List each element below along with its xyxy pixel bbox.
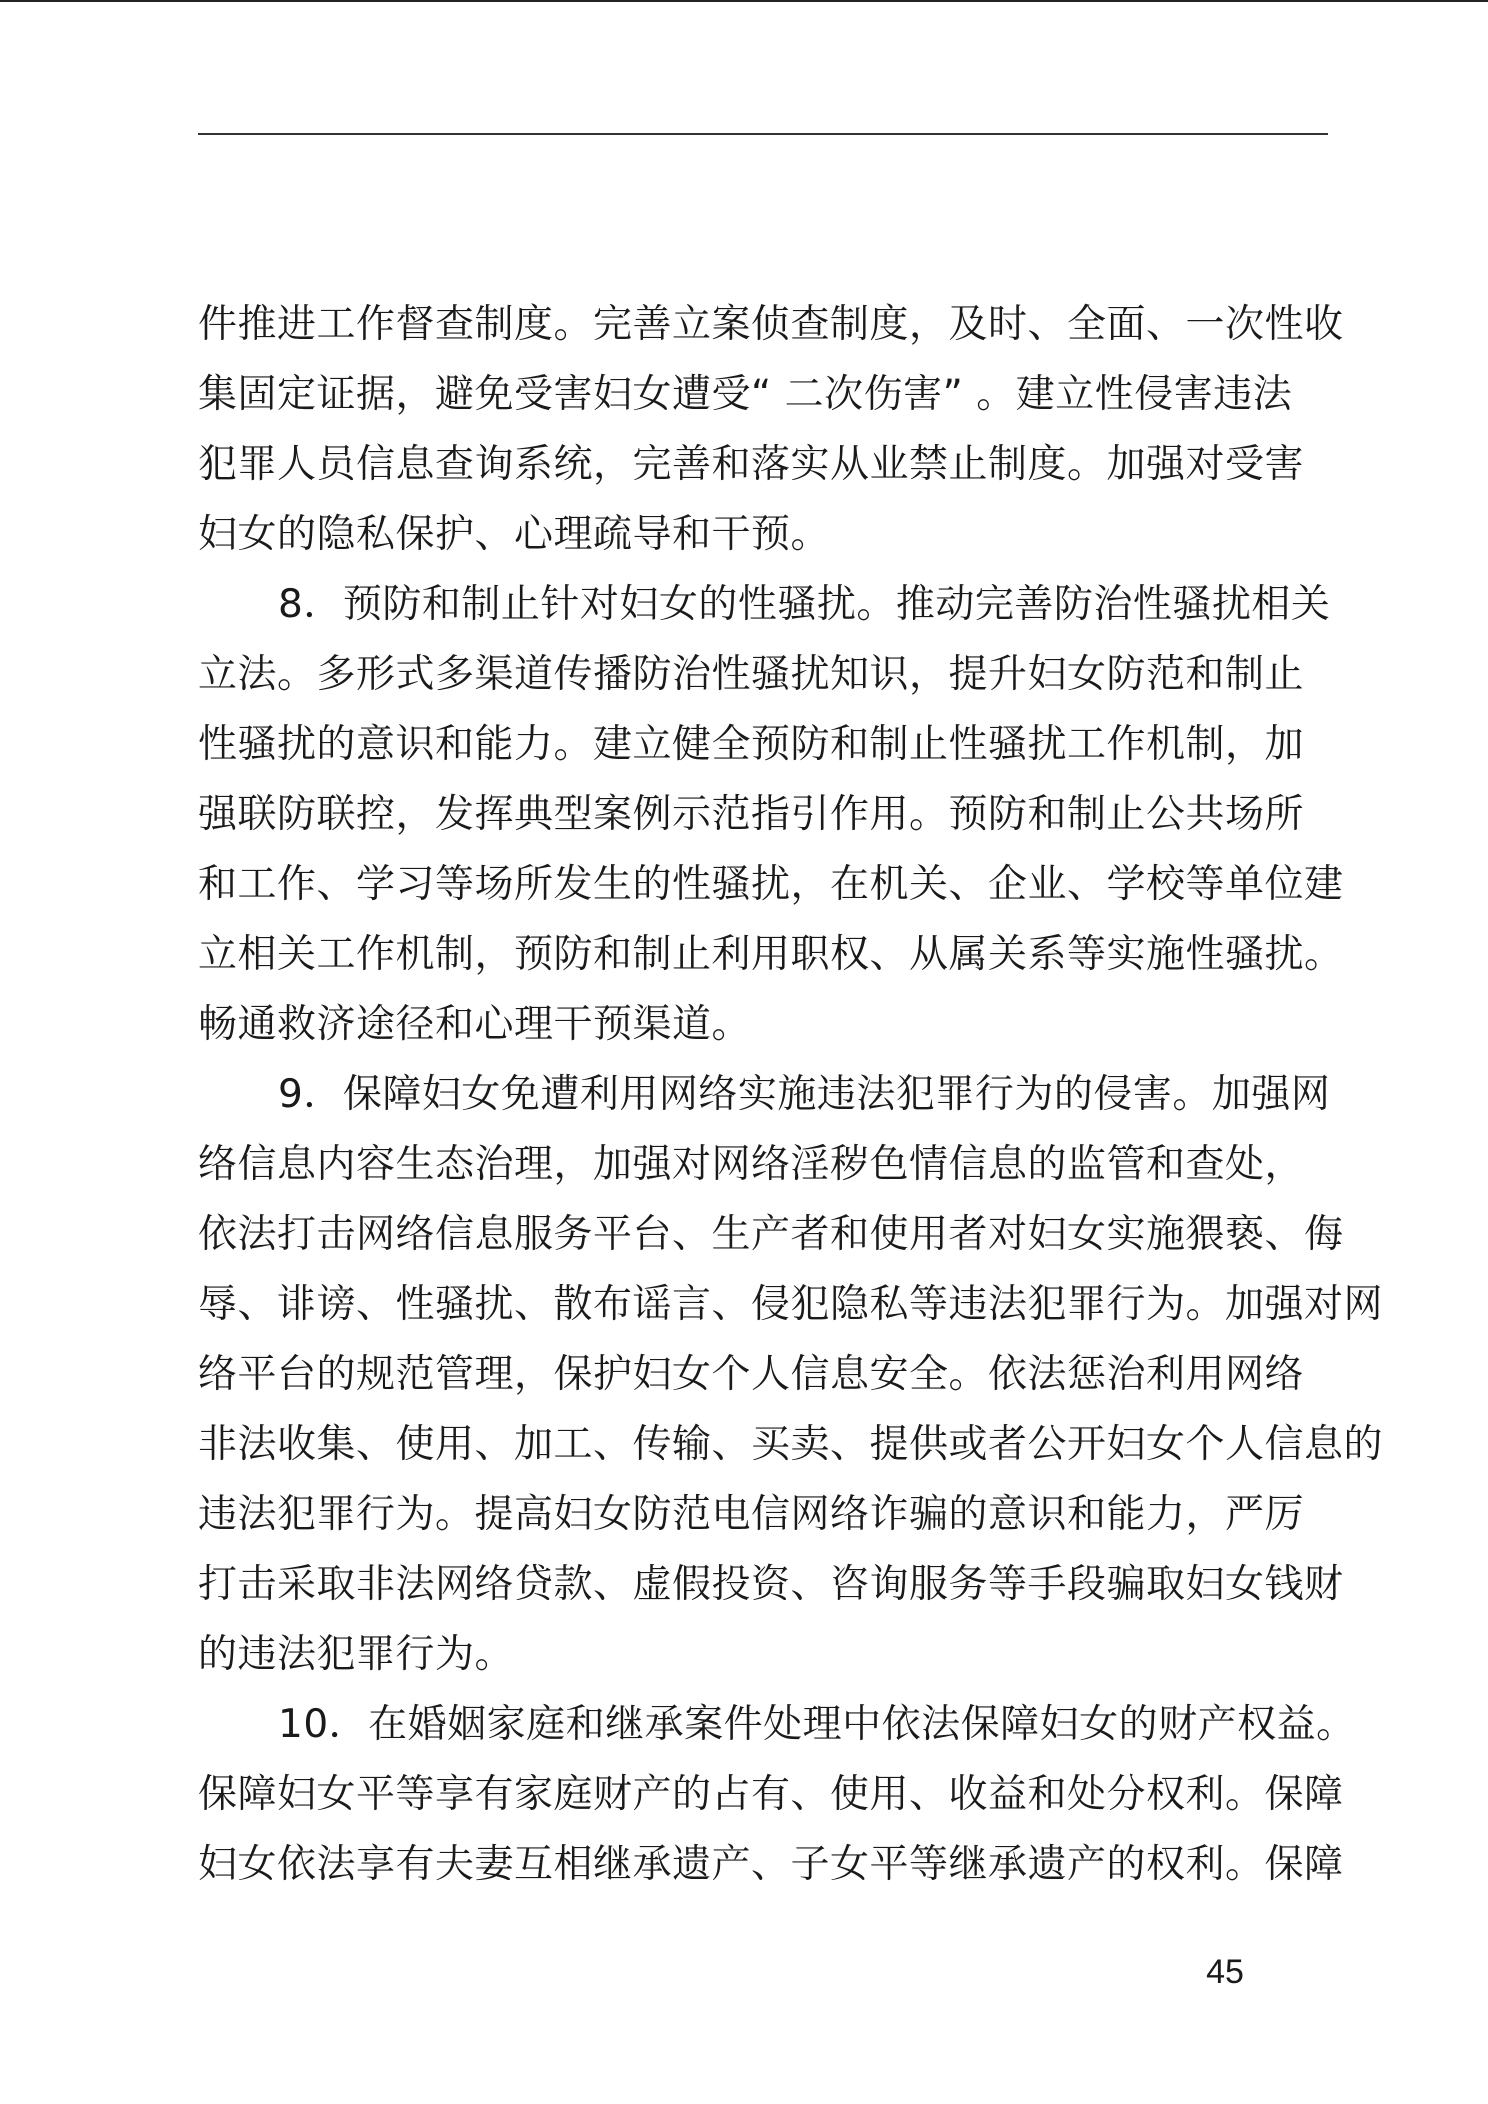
text-line: 立法。多形式多渠道传播防治性骚扰知识，提升妇女防范和制止	[198, 652, 1305, 697]
paragraph-10-heading-line: 10．在婚姻家庭和继承案件处理中依法保障妇女的财产权益。	[278, 1702, 1356, 1747]
header-rule	[198, 133, 1328, 135]
body-text	[198, 290, 1384, 1900]
text-line: 违法犯罪行为。提高妇女防范电信网络诈骗的意识和能力，严厉	[198, 1492, 1305, 1537]
text-line: 保障妇女平等享有家庭财产的占有、使用、收益和处分权利。保障	[198, 1772, 1344, 1817]
text-line: 集固定证据，避免受害妇女遭受“ 二次伤害” 。建立性侵害违法	[198, 372, 1293, 417]
text-line: 非法收集、使用、加工、传输、买卖、提供或者公开妇女个人信息的	[198, 1422, 1384, 1467]
text-line: 强联防联控，发挥典型案例示范指引作用。预防和制止公共场所	[198, 792, 1305, 837]
page-top-border	[0, 0, 1488, 2]
text-line: 妇女依法享有夫妻互相继承遗产、子女平等继承遗产的权利。保障	[198, 1842, 1344, 1887]
page-number: 45	[1206, 1953, 1244, 1991]
paragraph-8-heading-line: 8．预防和制止针对妇女的性骚扰。推动完善防治性骚扰相关	[278, 582, 1331, 627]
text-line: 性骚扰的意识和能力。建立健全预防和制止性骚扰工作机制，加	[198, 722, 1305, 767]
text-line: 依法打击网络信息服务平台、生产者和使用者对妇女实施猥亵、侮	[198, 1212, 1344, 1257]
paragraph-9-heading-line: 9．保障妇女免遭利用网络实施违法犯罪行为的侵害。加强网	[278, 1072, 1331, 1117]
text-line: 犯罪人员信息查询系统，完善和落实从业禁止制度。加强对受害	[198, 442, 1305, 487]
text-line: 妇女的隐私保护、心理疏导和干预。	[198, 512, 831, 557]
text-line: 络平台的规范管理，保护妇女个人信息安全。依法惩治利用网络	[198, 1352, 1305, 1397]
text-line: 的违法犯罪行为。	[198, 1632, 515, 1677]
text-line: 打击采取非法网络贷款、虚假投资、咨询服务等手段骗取妇女钱财	[198, 1562, 1344, 1607]
text-line: 和工作、学习等场所发生的性骚扰，在机关、企业、学校等单位建	[198, 862, 1344, 907]
text-line: 畅通救济途径和心理干预渠道。	[198, 1002, 752, 1047]
text-line: 辱、诽谤、性骚扰、散布谣言、侵犯隐私等违法犯罪行为。加强对网	[198, 1282, 1384, 1327]
text-line: 立相关工作机制，预防和制止利用职权、从属关系等实施性骚扰。	[198, 932, 1344, 977]
text-line: 络信息内容生态治理，加强对网络淫秽色情信息的监管和查处，	[198, 1142, 1305, 1187]
text-line: 件推进工作督查制度。完善立案侦查制度，及时、全面、一次性收	[198, 302, 1344, 347]
